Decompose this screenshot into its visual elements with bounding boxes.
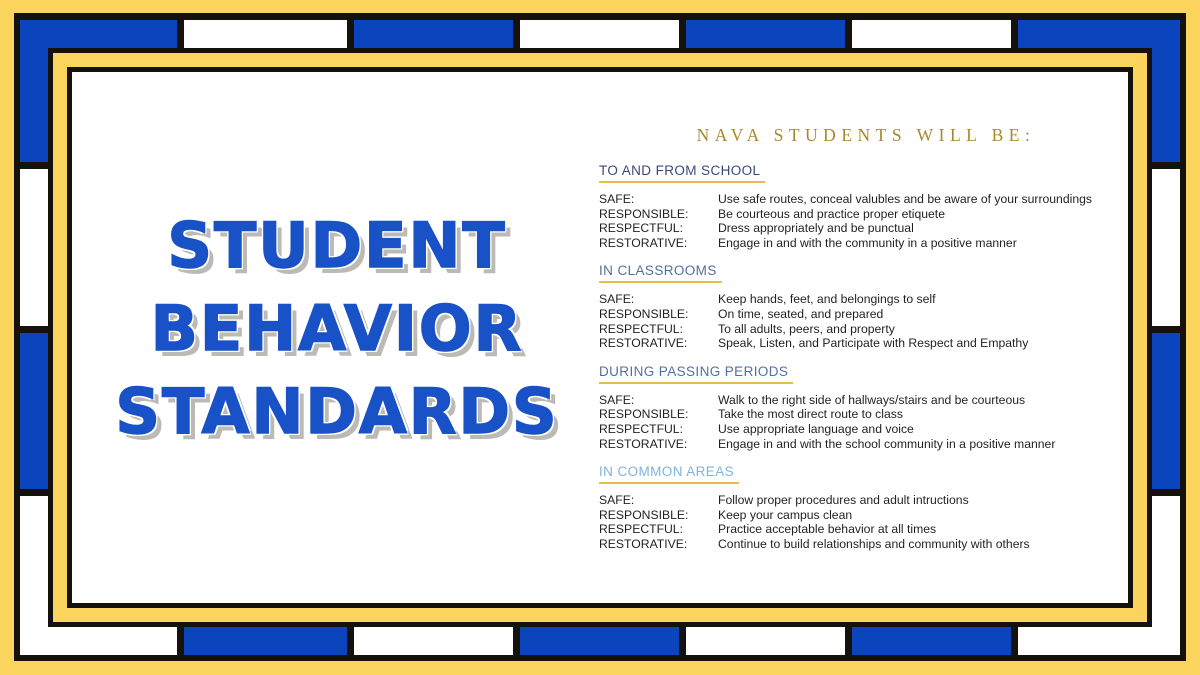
standard-row <box>599 493 1133 508</box>
standard-row <box>599 236 1133 251</box>
standard-label: RESTORATIVE: <box>599 336 688 351</box>
standard-row <box>599 207 1133 222</box>
standard-text: Use appropriate language and voice <box>718 421 914 436</box>
standard-text: Engage in and with the community in a positive manner <box>718 235 1017 250</box>
standard-text: Speak, Listen, and Participate with Respect and Empathy <box>718 336 1029 351</box>
section-title: IN COMMON AREAS <box>599 464 739 484</box>
frame-tile-corner-bottom-left-v <box>20 496 48 655</box>
section-title: TO AND FROM SCHOOL <box>599 163 765 183</box>
standard-text: Keep your campus clean <box>718 507 853 522</box>
standard-label: RESTORATIVE: <box>599 235 688 250</box>
frame-tile-white <box>686 627 845 655</box>
standard-label: RESTORATIVE: <box>599 536 688 551</box>
section-to-and-from-school <box>599 162 1133 250</box>
main-heading: NAVA STUDENTS WILL BE: <box>696 125 1036 145</box>
standard-row <box>599 422 1133 437</box>
frame-tile-blue <box>1152 333 1180 489</box>
standard-label: RESTORATIVE: <box>599 436 688 451</box>
frame-tile-corner-bottom-right-v <box>1152 496 1180 655</box>
standard-text: Walk to the right side of hallways/stairs and be courteous <box>718 392 1026 407</box>
frame-tile-blue <box>520 627 679 655</box>
standard-row <box>599 322 1133 337</box>
frame-tile-blue <box>354 20 513 48</box>
poster-title-line: STUDENT <box>167 209 507 282</box>
section-title: DURING PASSING PERIODS <box>599 364 793 384</box>
section-title: IN CLASSROOMS <box>599 263 722 283</box>
standard-text: Take the most direct route to class <box>718 407 903 422</box>
poster-title <box>72 204 602 453</box>
standard-row <box>599 407 1133 422</box>
frame-tile-white <box>852 20 1011 48</box>
standard-label: RESPONSIBLE: <box>599 407 689 422</box>
frame-tile-corner-top-left-v <box>20 20 48 162</box>
section-in-classrooms <box>599 262 1133 350</box>
frame-tile-corner-top-right-v <box>1152 20 1180 162</box>
standard-row <box>599 307 1133 322</box>
standard-text: Engage in and with the school community in a positive manner <box>718 436 1056 451</box>
section-during-passing-periods <box>599 363 1133 451</box>
section-rows <box>599 493 1133 551</box>
frame-tile-blue <box>852 627 1011 655</box>
standard-row <box>599 437 1133 452</box>
standard-row <box>599 292 1133 307</box>
content-card <box>67 67 1133 608</box>
section-in-common-areas <box>599 463 1133 551</box>
frame-tile-blue <box>184 627 347 655</box>
standard-text: To all adults, peers, and property <box>718 321 895 336</box>
standard-text: Dress appropriately and be punctual <box>718 221 914 236</box>
section-rows <box>599 393 1133 451</box>
standard-text: Practice acceptable behavior at all times <box>718 522 937 537</box>
standard-label: RESPONSIBLE: <box>599 306 689 321</box>
standard-row <box>599 393 1133 408</box>
standard-row <box>599 537 1133 552</box>
standard-label: SAFE: <box>599 192 635 206</box>
standard-text: Be courteous and practice proper etiquete <box>718 206 945 221</box>
standard-label: SAFE: <box>599 392 635 407</box>
standard-label: RESPECTFUL: <box>599 522 683 537</box>
poster-title-line: STANDARDS <box>115 375 559 448</box>
section-rows <box>599 192 1133 250</box>
standard-text: On time, seated, and prepared <box>718 306 884 321</box>
standard-label: SAFE: <box>599 493 635 508</box>
standard-label: RESPECTFUL: <box>599 421 683 436</box>
standard-row <box>599 221 1133 236</box>
frame-tile-white <box>20 169 48 326</box>
standard-text: Continue to build relationships and community with others <box>718 536 1030 551</box>
frame-tile-white <box>184 20 347 48</box>
section-rows <box>599 292 1133 350</box>
standard-label: SAFE: <box>599 292 635 307</box>
standard-text: Use safe routes, conceal valubles and be aware of your surroundings <box>718 192 1092 206</box>
standards-panel <box>599 124 1133 564</box>
standard-text: Keep hands, feet, and belongings to self <box>718 292 936 307</box>
standard-row <box>599 522 1133 537</box>
standard-label: RESPONSIBLE: <box>599 206 689 221</box>
standard-label: RESPECTFUL: <box>599 321 683 336</box>
standard-row <box>599 508 1133 523</box>
poster-title-line: BEHAVIOR <box>150 292 524 365</box>
standard-label: RESPONSIBLE: <box>599 507 689 522</box>
standard-label: RESPECTFUL: <box>599 221 683 236</box>
standard-text: Follow proper procedures and adult intructions <box>718 493 969 508</box>
frame-tile-white <box>520 20 679 48</box>
frame-tile-blue <box>686 20 845 48</box>
standard-row <box>599 336 1133 351</box>
standard-row <box>599 192 1133 207</box>
frame-tile-blue <box>20 333 48 489</box>
frame-tile-white <box>1152 169 1180 326</box>
frame-tile-white <box>354 627 513 655</box>
